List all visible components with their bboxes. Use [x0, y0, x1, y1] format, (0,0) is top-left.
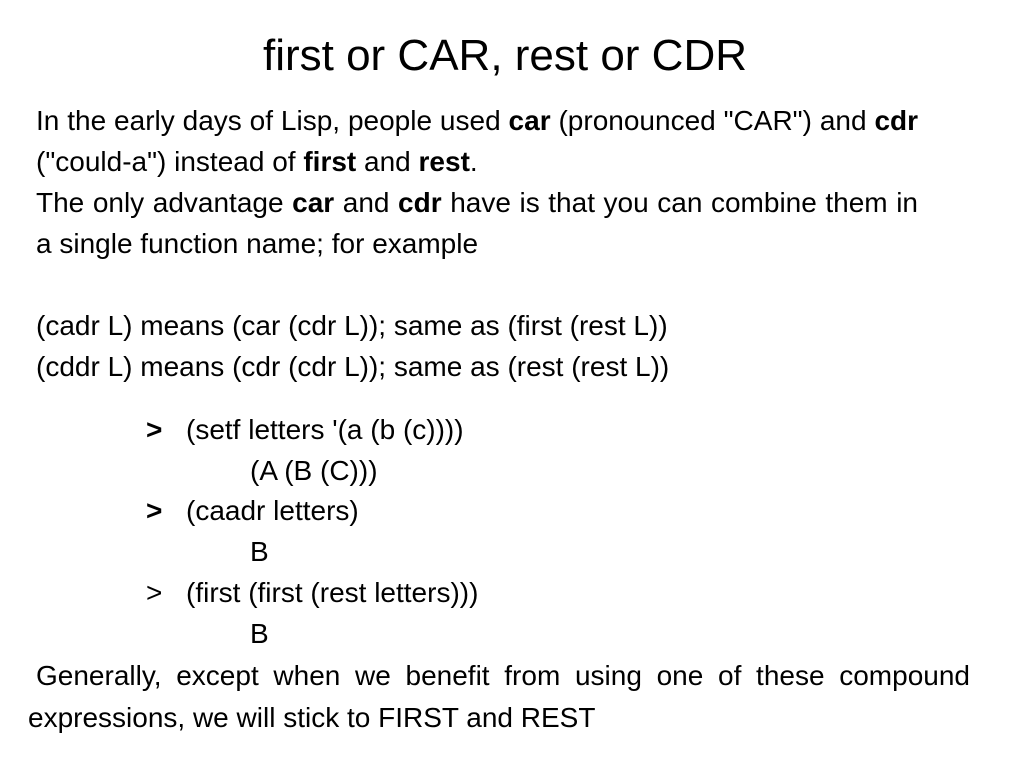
- example-cadr: (cadr L) means (car (cdr L)); same as (first (rest L)): [36, 310, 668, 341]
- repl-output: B: [250, 536, 269, 567]
- intro-text-1: In the early days of Lisp, people used: [36, 105, 509, 136]
- repl-output: (A (B (C))): [250, 455, 378, 486]
- intro-text-3: ("could-a") instead of: [36, 146, 304, 177]
- example-cddr: (cddr L) means (cdr (cdr L)); same as (rest (rest L)): [36, 351, 670, 382]
- intro-text-5: .: [469, 146, 478, 177]
- term-rest: rest: [418, 146, 470, 177]
- term-cdr: cdr: [398, 187, 442, 218]
- term-car: car: [508, 105, 551, 136]
- intro-text-2: (pronounced "CAR") and: [550, 105, 875, 136]
- repl-prompt: >: [146, 495, 163, 526]
- repl-prompt: >: [146, 414, 163, 445]
- intro-text-4: and: [356, 146, 419, 177]
- term-cdr: cdr: [874, 105, 919, 136]
- repl-output: B: [250, 618, 269, 649]
- repl-input: (first (first (rest letters))): [186, 577, 479, 608]
- advantage-text-2: and: [334, 187, 399, 218]
- closing-paragraph: Generally, except when we benefit from using one of these compound expressions, we will stick to FIRST and REST: [28, 660, 970, 733]
- repl-input: (setf letters '(a (b (c)))): [186, 414, 464, 445]
- intro-paragraph: [36, 100, 918, 182]
- term-car: car: [292, 187, 335, 218]
- term-first: first: [303, 146, 357, 177]
- repl-prompt: >: [146, 577, 163, 608]
- repl-input: (caadr letters): [186, 495, 359, 526]
- slide-title: first or CAR, rest or CDR: [262, 31, 748, 80]
- advantage-text-1: The only advantage: [36, 187, 293, 218]
- advantage-paragraph: [36, 182, 918, 264]
- advantage-text-3: have is that you can combine them in a single function name; for example: [36, 187, 919, 259]
